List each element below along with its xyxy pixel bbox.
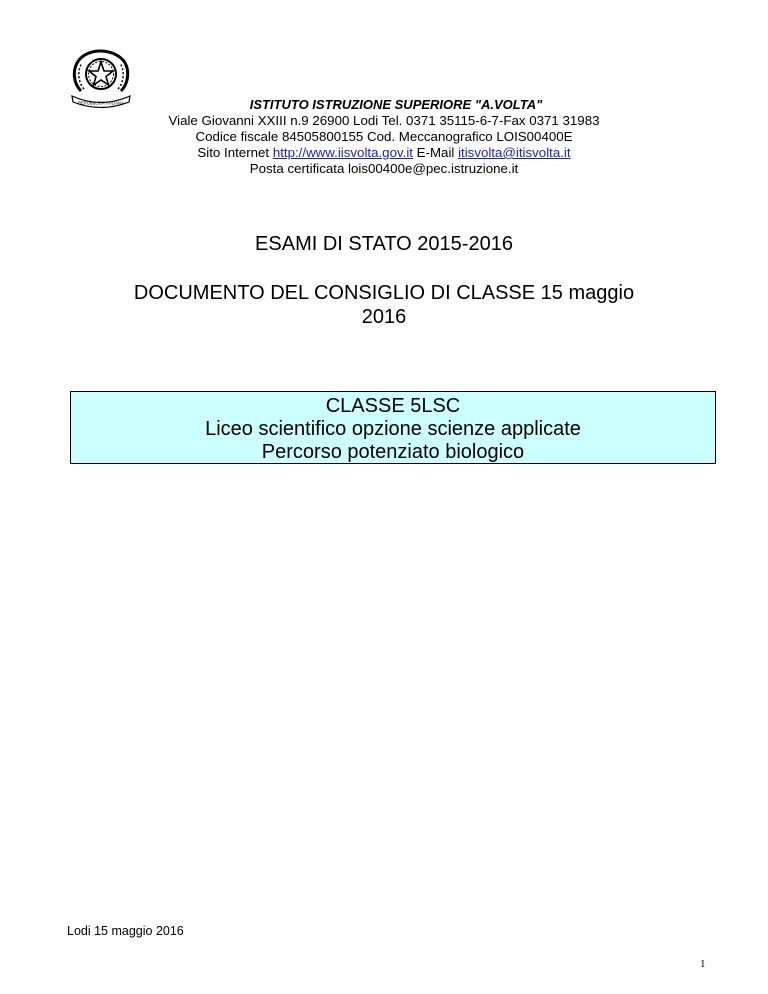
school-pec: Posta certificata lois00400e@pec.istruzione.it [249,161,519,176]
school-address: Viale Giovanni XXIII n.9 26900 Lodi Tel. 0371 35115-6-7-Fax 0371 31983 [168,113,600,128]
document-title-line2: 2016 [361,306,407,328]
school-name: ISTITUTO ISTRUZIONE SUPERIORE "A.VOLTA" [249,97,543,112]
school-letterhead [0,97,768,177]
school-contacts [0,145,768,161]
class-track: Percorso potenziato biologico [261,441,525,463]
site-label: Sito Internet [197,145,273,160]
place-and-date: Lodi 15 maggio 2016 [67,924,184,938]
emblem-ribbon-text: REPUBBLICA ITALIANA [78,100,124,106]
school-fiscal-codes: Codice fiscale 84505800155 Cod. Meccanografico LOIS00400E [195,129,573,144]
class-info-box [70,391,716,464]
email-link[interactable]: itisvolta@itisvolta.it [458,145,571,160]
exam-title: ESAMI DI STATO 2015-2016 [255,233,513,255]
document-title-line1: DOCUMENTO DEL CONSIGLIO DI CLASSE 15 maggio [133,282,635,304]
site-link[interactable]: http://www.iisvolta.gov.it [272,145,413,160]
class-course: Liceo scientifico opzione scienze applicate [205,418,581,440]
class-code: CLASSE 5LSC [325,395,461,417]
email-label: E-Mail [412,145,459,160]
document-title [0,281,768,329]
page-number: 1 [700,958,706,970]
